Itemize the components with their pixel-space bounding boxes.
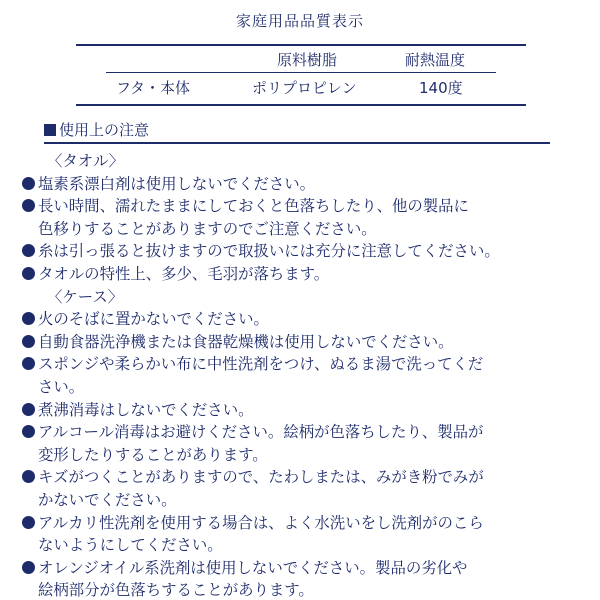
list-item — [22, 399, 582, 422]
line-text: オレンジオイル系洗剤は使用しないでください。製品の劣化や — [38, 558, 468, 577]
line-text: 自動食器洗浄機または食器乾燥機は使用しないでください。 — [38, 332, 454, 351]
line-text: 煮沸消毒はしないでください。 — [38, 400, 254, 419]
list-item-continuation — [22, 489, 582, 512]
line-text: かないでください。 — [38, 490, 177, 509]
bullet-icon — [22, 470, 35, 483]
bullet-icon — [22, 199, 35, 212]
precautions-heading — [44, 121, 149, 139]
list-item — [22, 557, 582, 580]
category-label — [22, 150, 582, 173]
line-text: 色移りすることがありますのでご注意ください。 — [38, 219, 377, 238]
line-text: タオルの特性上、多少、毛羽が落ちます。 — [38, 264, 330, 283]
bullet-icon — [22, 516, 35, 529]
list-item-continuation — [22, 579, 582, 600]
precautions-list — [22, 150, 582, 600]
bullet-icon — [22, 177, 35, 190]
list-item — [22, 308, 582, 331]
bullet-icon — [22, 312, 35, 325]
line-text: 糸は引っ張ると抜けますので取扱いには充分に注意してください。 — [38, 242, 500, 261]
line-text: 〈タオル〉 — [47, 152, 124, 170]
part-name: フタ・本体 — [116, 79, 190, 97]
line-text: 絵柄部分が色落ちすることがあります。 — [38, 581, 314, 600]
bullet-icon — [22, 357, 35, 370]
category-label — [22, 286, 582, 309]
list-item — [22, 331, 582, 354]
line-text: さい。 — [38, 377, 85, 396]
precautions-heading-text: 使用上の注意 — [59, 121, 150, 139]
line-text: 火のそばに置かないでください。 — [38, 310, 269, 329]
square-bullet-icon — [44, 124, 56, 136]
bullet-icon — [22, 267, 35, 280]
line-text: ないようにしてください。 — [38, 536, 223, 555]
line-text: スポンジや柔らかい布に中性洗剤をつけ、ぬるま湯で洗ってくだ — [38, 355, 484, 374]
list-item — [22, 466, 582, 489]
line-text: 塩素系漂白剤は使用しないでください。 — [38, 174, 316, 193]
quality-label-title: 家庭用品品質表示 — [235, 12, 364, 30]
line-text: アルカリ性洗剤を使用する場合は、よく水洗いをし洗剤がのこら — [38, 513, 484, 532]
bullet-icon — [22, 425, 35, 438]
header-heat-resistance: 耐熱温度 — [405, 51, 466, 69]
bullet-icon — [22, 335, 35, 348]
quality-label-table — [76, 44, 526, 106]
bullet-icon — [22, 561, 35, 574]
list-item-continuation — [22, 376, 582, 399]
list-item-continuation — [22, 218, 582, 241]
line-text: 変形したりすることがあります。 — [38, 445, 268, 464]
line-text: 長い時間、濡れたままにしておくと色落ちしたり、他の製品に — [38, 197, 469, 216]
list-item-continuation — [22, 534, 582, 557]
list-item — [22, 240, 582, 263]
table-divider — [106, 72, 496, 73]
list-item — [22, 195, 582, 218]
precautions-rule — [44, 142, 550, 144]
material-value: ポリプロピレン — [252, 79, 357, 97]
line-text: キズがつくことがありますので、たわしまたは、みがき粉でみが — [38, 468, 484, 487]
line-text: 〈ケース〉 — [47, 287, 124, 306]
list-item — [22, 263, 582, 286]
list-item — [22, 512, 582, 535]
list-item-continuation — [22, 444, 582, 467]
line-text: アルコール消毒はお避けください。絵柄が色落ちしたり、製品が — [38, 423, 484, 442]
list-item — [22, 353, 582, 376]
list-item — [22, 173, 582, 196]
heat-resistance-value: 140度 — [419, 79, 463, 97]
bullet-icon — [22, 244, 35, 257]
header-material: 原料樹脂 — [277, 51, 338, 69]
bullet-icon — [22, 403, 35, 416]
list-item — [22, 421, 582, 444]
